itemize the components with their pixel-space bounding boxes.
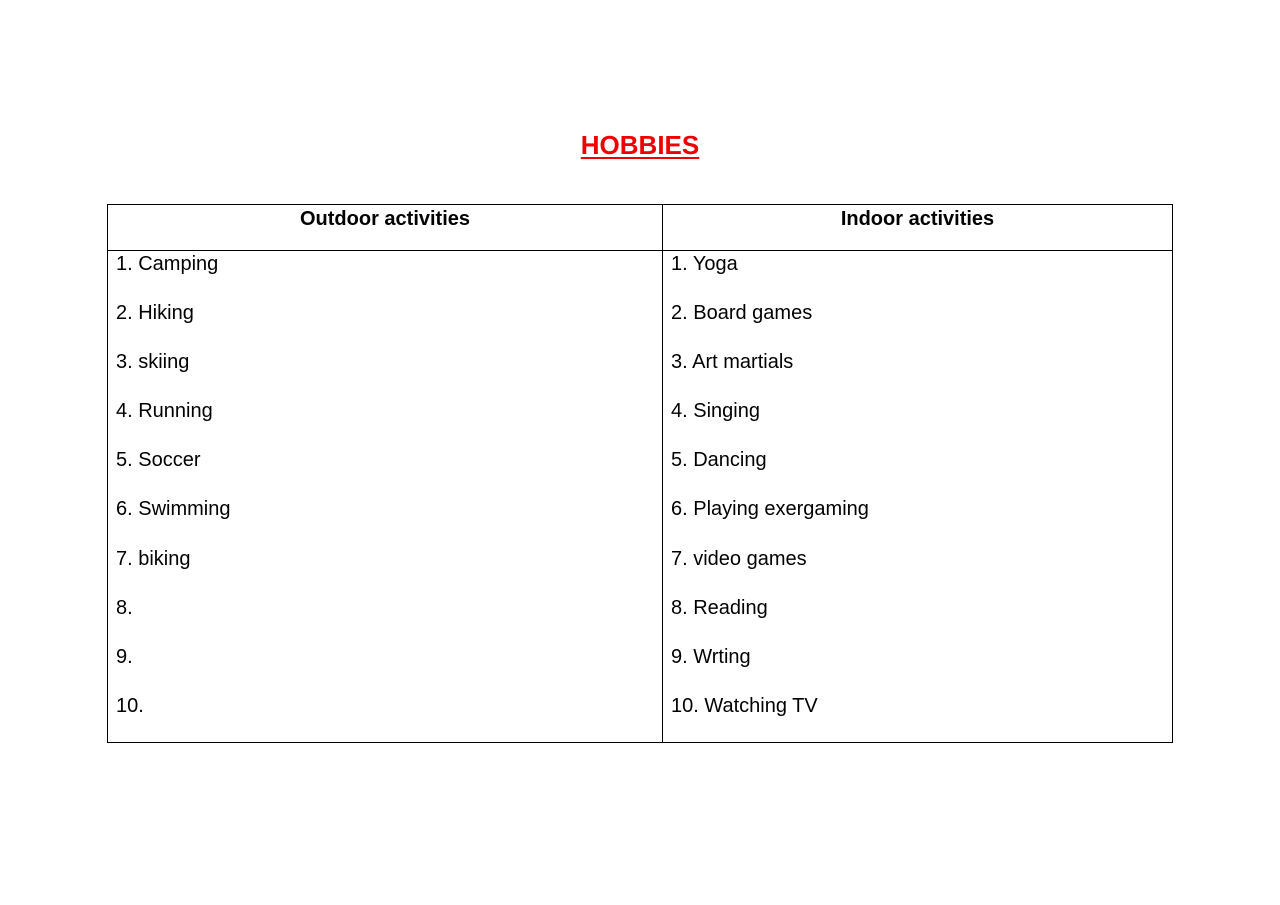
table-header-row [108,205,1173,251]
list-item: 2. Board games [671,302,813,325]
list-item: 8. [116,596,133,619]
list-item: 3. Art martials [671,351,794,374]
outdoor-activities-cell [108,251,663,743]
list-item: 7. video games [671,547,807,570]
list-item: 10. Watching TV [671,694,818,717]
list-item: 1. Yoga [671,253,738,275]
outdoor-activities-list [116,251,662,742]
indoor-activities-list [671,251,1172,742]
table-body-row [108,251,1173,743]
list-item: 1. Camping [116,253,219,275]
list-item: 9. [116,645,133,668]
list-item: 4. Singing [671,400,760,423]
indoor-activities-header: Indoor activities [663,205,1173,251]
indoor-activities-cell [663,251,1173,743]
list-item: 10. [116,694,144,717]
list-item: 8. Reading [671,596,768,619]
list-item: 2. Hiking [116,302,194,325]
list-item: 5. Dancing [671,449,767,472]
list-item: 4. Running [116,400,213,423]
list-item: 5. Soccer [116,449,201,472]
list-item: 7. biking [116,547,191,570]
list-item: 6. Swimming [116,498,231,521]
list-item: 3. skiing [116,351,190,374]
hobbies-table [107,204,1173,743]
list-item: 9. Wrting [671,645,751,668]
list-item: 6. Playing exergaming [671,498,869,521]
page-title: HOBBIES [580,130,700,160]
outdoor-activities-header: Outdoor activities [108,205,663,251]
